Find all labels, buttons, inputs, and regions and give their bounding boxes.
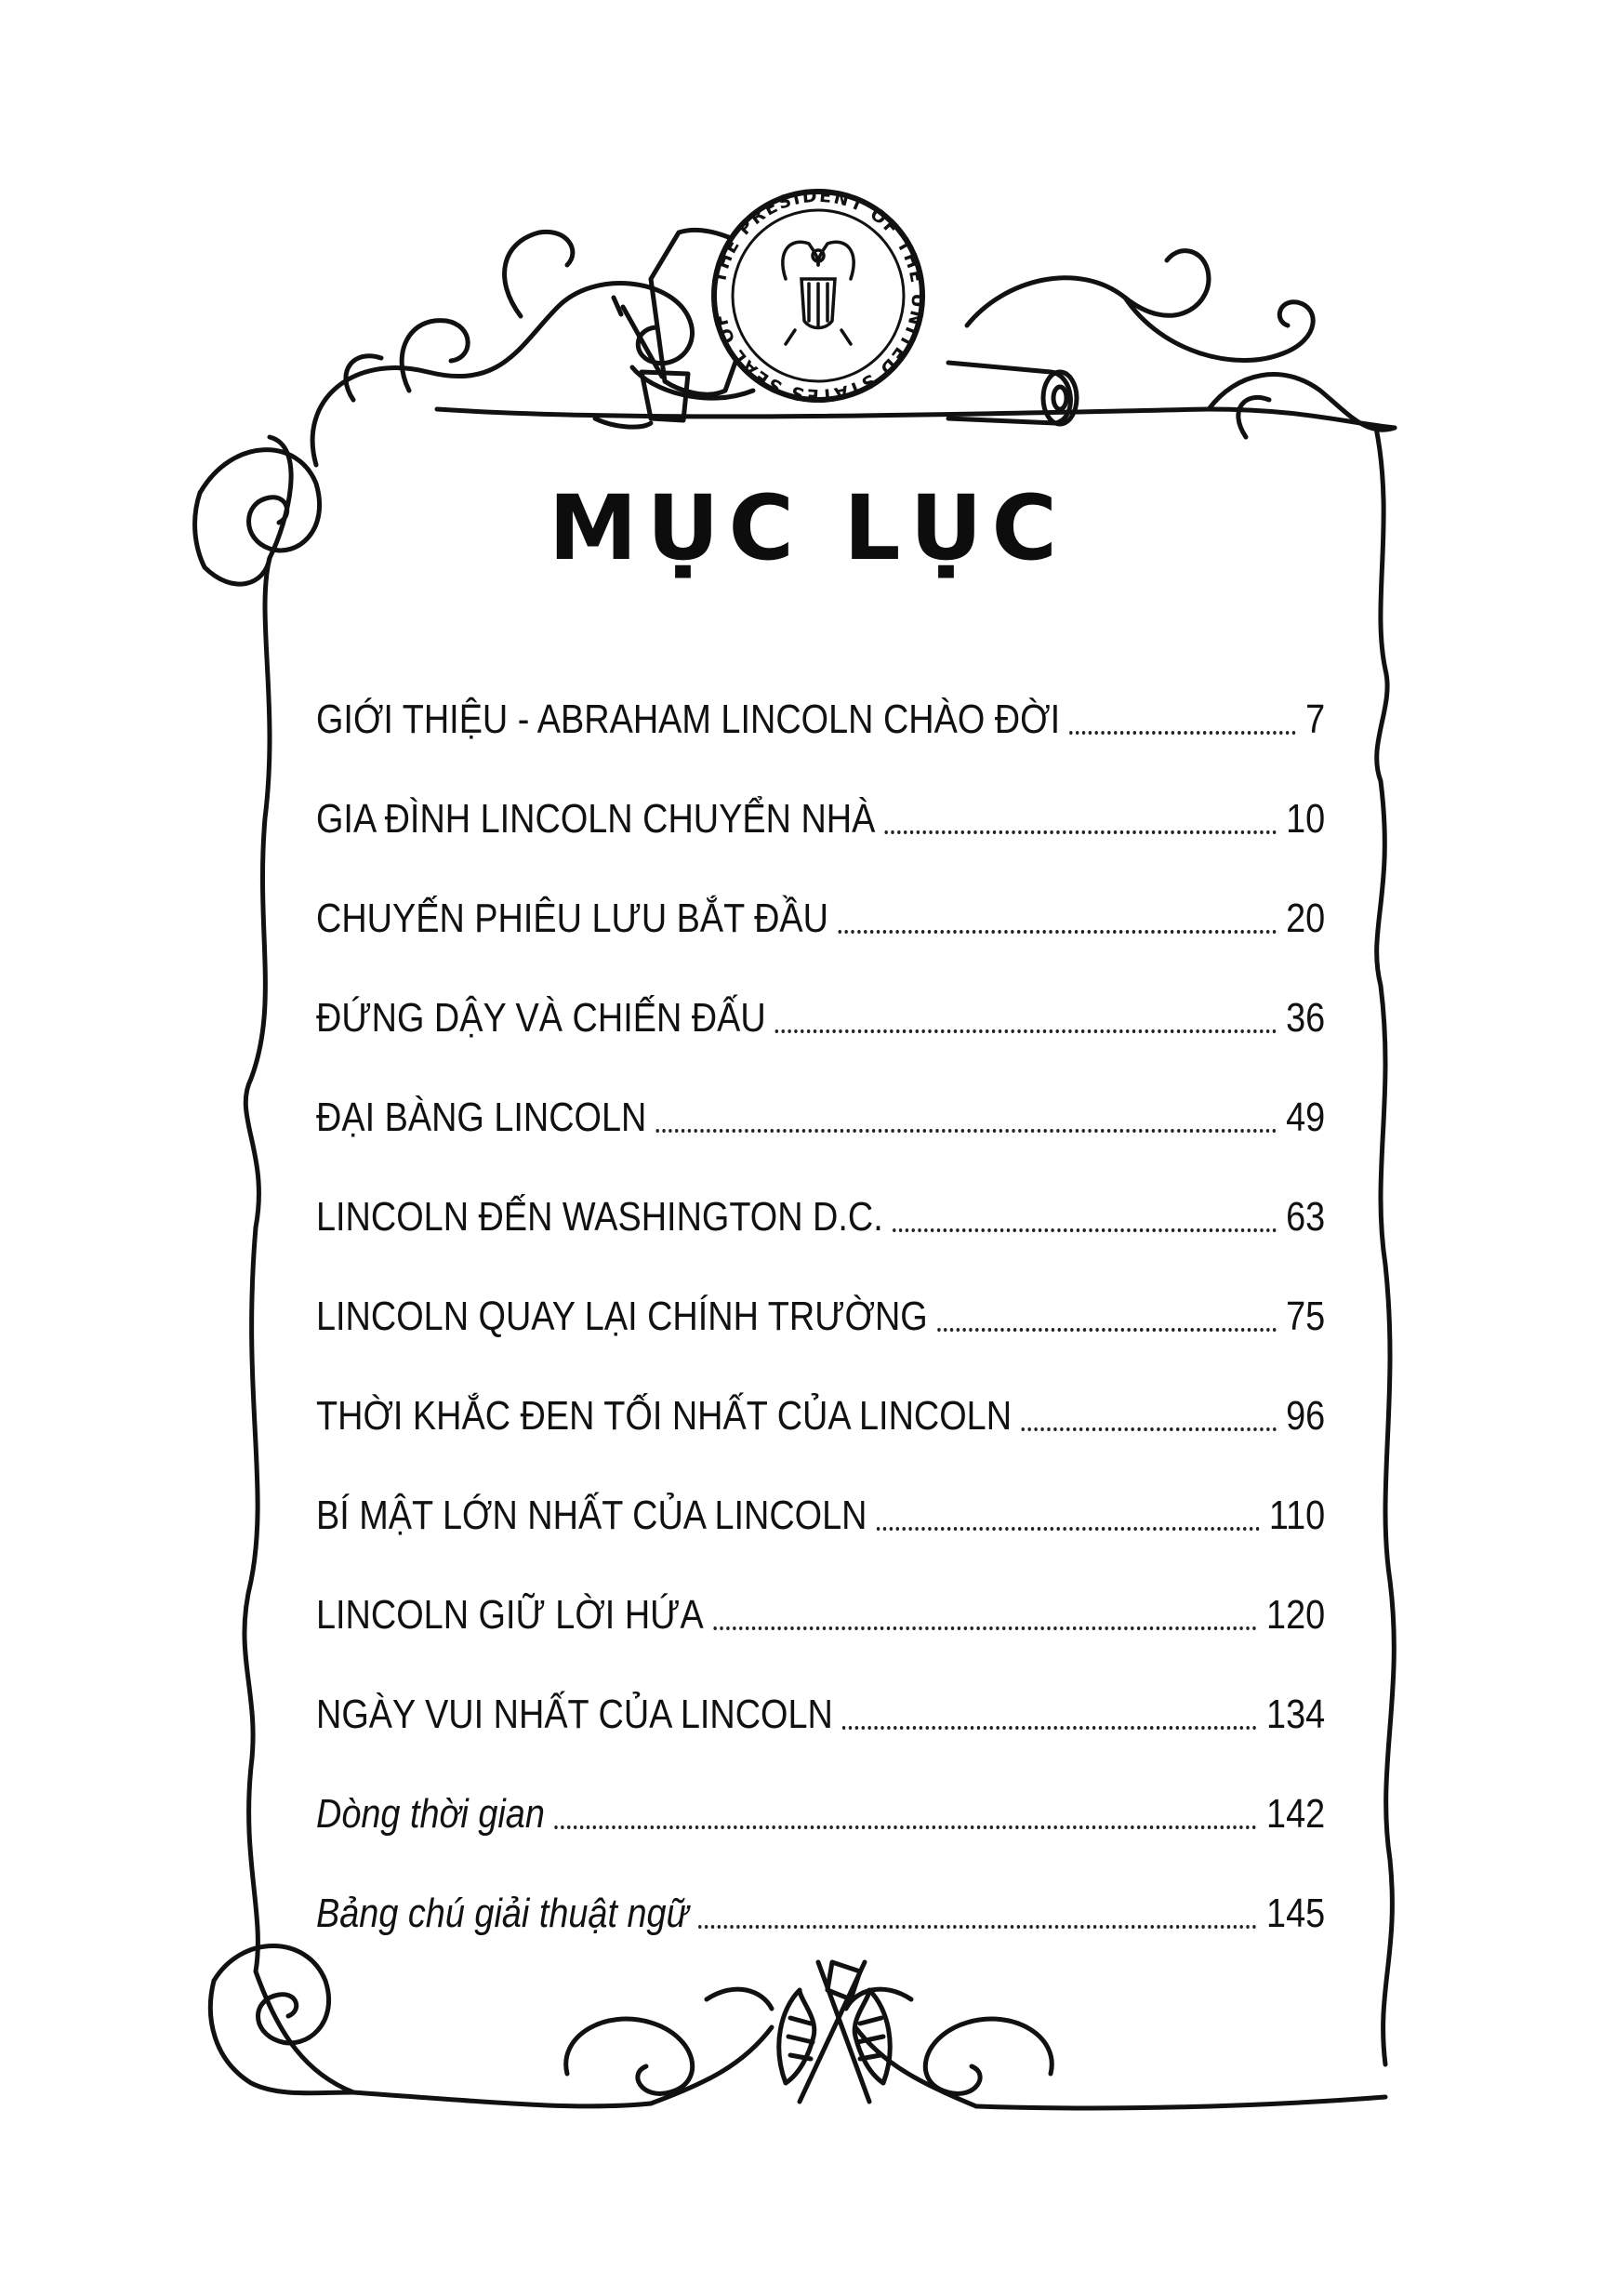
dot-leader <box>885 830 1277 834</box>
toc-entry <box>316 1267 1325 1366</box>
dot-leader <box>775 1029 1277 1033</box>
toc-entry <box>316 769 1325 869</box>
toc-entry <box>316 1565 1325 1665</box>
toc-entry-page: 20 <box>1286 895 1326 941</box>
toc-entry <box>316 869 1325 968</box>
toc-entry-page: 63 <box>1286 1193 1326 1240</box>
dot-leader <box>554 1825 1257 1829</box>
dot-leader <box>838 930 1276 934</box>
flourish-top-left <box>312 284 692 465</box>
toc-entry <box>316 1167 1325 1267</box>
toc-entry-page: 134 <box>1266 1691 1326 1737</box>
toc-entry <box>316 1466 1325 1565</box>
dot-leader <box>1069 731 1295 735</box>
toc-entry-page: 49 <box>1286 1094 1326 1140</box>
page-title: MỤC LỤC <box>549 476 1066 580</box>
toc-entry-title: ĐỨNG DẬY VÀ CHIẾN ĐẤU <box>316 994 766 1041</box>
toc-entry <box>316 968 1325 1068</box>
scroll-curl-bottom-left <box>214 1946 329 2043</box>
toc-entry-title: LINCOLN GIỮ LỜI HỨA <box>316 1591 704 1638</box>
flourish-top-right <box>967 251 1209 325</box>
dot-leader <box>893 1228 1277 1232</box>
dot-leader <box>698 1925 1257 1929</box>
dot-leader <box>842 1726 1257 1730</box>
toc-entry-page: 36 <box>1286 994 1326 1041</box>
toc-entry-page: 96 <box>1286 1392 1326 1439</box>
toc-entry <box>316 1864 1325 1963</box>
dot-leader <box>1021 1427 1276 1431</box>
toc-entry-title: NGÀY VUI NHẤT CỦA LINCOLN <box>316 1691 833 1737</box>
dot-leader <box>937 1328 1277 1332</box>
crossed-flags <box>779 1962 890 2102</box>
toc-entry-title: Dòng thời gian <box>316 1790 545 1837</box>
toc-entry-title: BÍ MẬT LỚN NHẤT CỦA LINCOLN <box>316 1492 867 1538</box>
toc-entry-title: THỜI KHẮC ĐEN TỐI NHẤT CỦA LINCOLN <box>316 1392 1013 1439</box>
dot-leader <box>877 1527 1260 1531</box>
toc-entry-page: 120 <box>1266 1591 1326 1638</box>
toc-entry-title: GIA ĐÌNH LINCOLN CHUYỂN NHÀ <box>316 795 876 842</box>
flourish-bottom <box>566 2019 693 2093</box>
toc-entry-title: GIỚI THIỆU - ABRAHAM LINCOLN CHÀO ĐỜI <box>316 696 1061 742</box>
toc-entry-title: Bảng chú giải thuật ngữ <box>316 1890 689 1936</box>
seal-inscription: THE PRESIDENT OF THE UNITED STATES SEAL OF <box>708 185 929 406</box>
dot-leader <box>656 1129 1277 1133</box>
dot-leader <box>713 1626 1257 1630</box>
toc-entry <box>316 1764 1325 1864</box>
toc-entry-page: 75 <box>1286 1293 1326 1339</box>
toc-entry <box>316 1068 1325 1167</box>
table-of-contents <box>316 670 1325 1963</box>
toc-entry-title: LINCOLN QUAY LẠI CHÍNH TRƯỜNG <box>316 1293 928 1339</box>
presidential-seal <box>709 186 928 406</box>
toc-entry-title: ĐẠI BÀNG LINCOLN <box>316 1094 647 1140</box>
toc-entry-page: 110 <box>1268 1492 1326 1538</box>
toc-entry-title: CHUYẾN PHIÊU LƯU BẮT ĐẦU <box>316 895 828 941</box>
toc-entry <box>316 1366 1325 1466</box>
toc-entry <box>316 670 1325 769</box>
toc-entry-page: 10 <box>1286 795 1326 842</box>
toc-entry-page: 145 <box>1266 1890 1326 1936</box>
toc-entry-page: 142 <box>1266 1790 1326 1837</box>
toc-entry-title: LINCOLN ĐẾN WASHINGTON D.C. <box>316 1193 883 1240</box>
toc-entry-page: 7 <box>1305 696 1326 742</box>
toc-entry <box>316 1665 1325 1764</box>
